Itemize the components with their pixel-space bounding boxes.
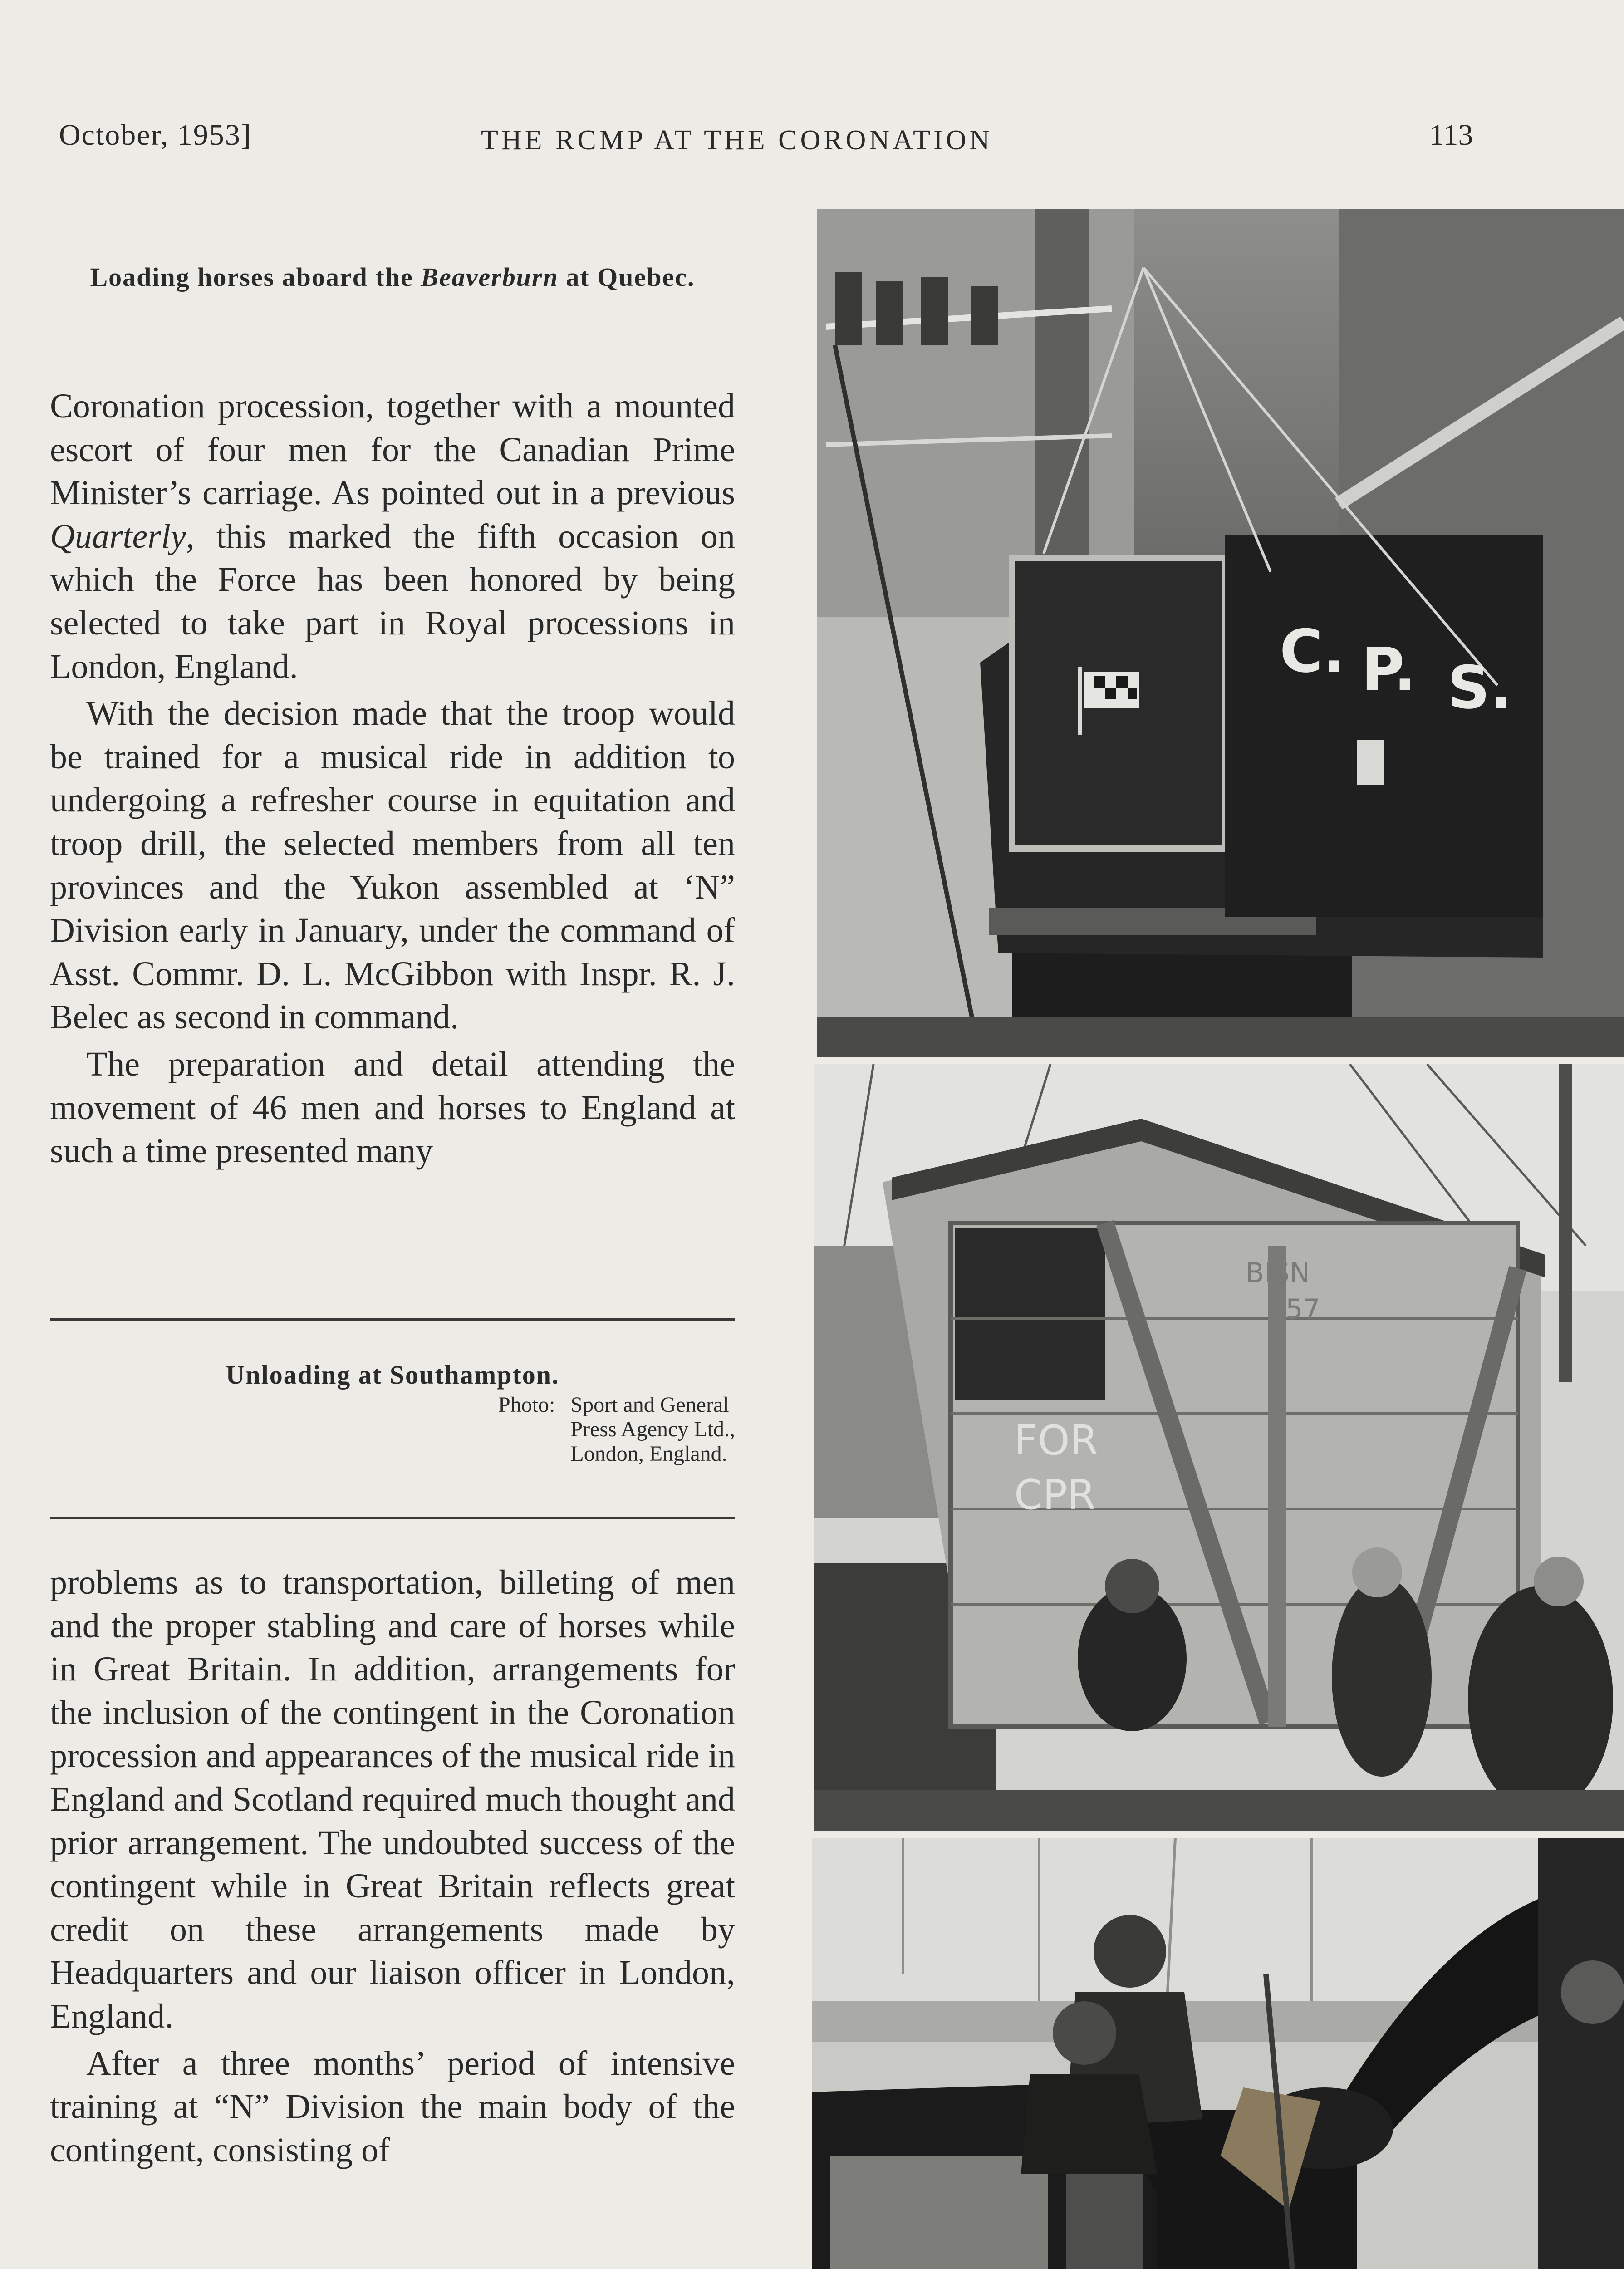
photo-unloading-southampton: [814, 1064, 1624, 1831]
svg-text:C.: C.: [1280, 617, 1345, 686]
caption-unloading-title: Unloading at Southampton.: [226, 1360, 559, 1390]
caption-unloading: [50, 1359, 735, 1466]
photo-constable-horse-admirers: [812, 1838, 1624, 2269]
body-text-lower: [50, 1561, 735, 2172]
credit-line: London, England.: [570, 1442, 727, 1466]
caption-loading-prefix: Loading horses aboard the: [90, 262, 421, 292]
article-title: THE RCMP AT THE CORONATION: [481, 125, 993, 156]
svg-text:157: 157: [1268, 1293, 1320, 1325]
body-text-upper: [50, 385, 735, 1173]
issue-date: October, 1953]: [59, 118, 252, 152]
ship-name: Beaverburn: [421, 262, 559, 292]
paragraph-5: After a three months’ period of intensive training at “N” Division the main body of the contingent, consisting of: [50, 2044, 735, 2169]
credit-line: Press Agency Ltd.,: [570, 1417, 735, 1441]
svg-text:BISN: BISN: [1246, 1257, 1310, 1289]
paragraph-2: With the decision made that the troop would be trained for a musical ride in addition to undergoing a refresher course in equitation and troop drill, the selected members from all ten provinces and the Yukon assembled at ‘N” Division early in January, under the command of Asst. Commr. D. L. McGibbon with Inspr. R. J. Belec as second in command.: [50, 694, 735, 1036]
svg-text:FOR: FOR: [1014, 1417, 1099, 1464]
svg-text:S.: S.: [1447, 653, 1513, 722]
quarterly-title: Quarterly: [50, 517, 186, 555]
caption-rule-top: [50, 1318, 735, 1321]
caption-loading-suffix: at Quebec.: [558, 262, 695, 292]
paragraph-1: Coronation procession, together with a mounted escort of four men for the Canadian Prime Minister’s carriage. As pointed out in a previous Quarterly, this marked the fifth occasion on which the Force has been honored by being selected to take part in Royal processions in London, England.: [50, 387, 735, 686]
svg-text:CPR: CPR: [1014, 1471, 1096, 1519]
svg-text:P.: P.: [1361, 635, 1416, 704]
caption-loading: [50, 259, 735, 296]
photo-credit-unloading: [50, 1393, 735, 1466]
photo-loading-horses: [817, 209, 1624, 1057]
caption-rule-bottom: [50, 1517, 735, 1519]
paragraph-3: The preparation and detail attending the movement of 46 men and horses to England at such a time presented many: [50, 1045, 735, 1170]
photo-label: Photo:: [498, 1393, 555, 1417]
running-header: [0, 109, 1624, 163]
page-number: 113: [1429, 118, 1473, 152]
credit-line: Sport and General: [570, 1393, 729, 1417]
paragraph-4: problems as to transportation, billeting of men and the proper stabling and care of horses while in Great Britain. In addition, arrangements for the inclusion of the contingent in the Coronation procession and appearances of the musical ride in England and Scotland required much thought and prior arrangement. The undoubted success of the contingent while in Great Britain reflects great credit on these arrangements made by Headquarters and our liaison officer in London, England.: [50, 1563, 735, 2035]
